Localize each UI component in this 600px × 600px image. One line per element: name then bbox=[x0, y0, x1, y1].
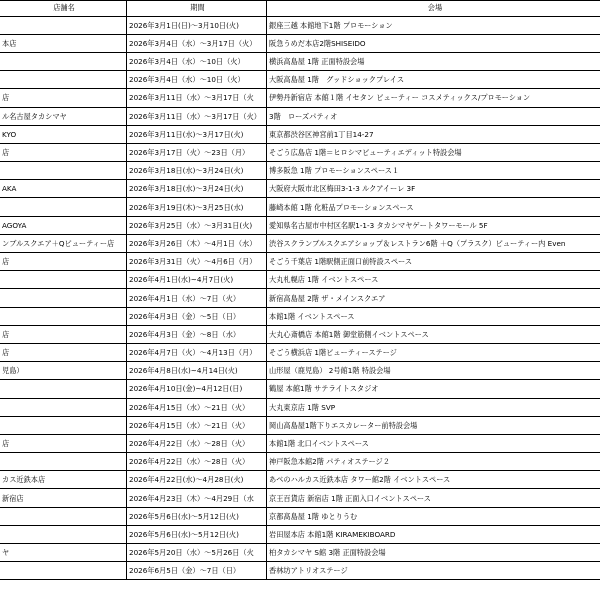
period-cell[interactable]: 2026年4月23日（木）～4月29日（水 bbox=[127, 489, 267, 507]
venue-cell[interactable]: 京王百貨店 新宿店 1階 正面入口イベントスペース bbox=[267, 489, 600, 507]
table-row bbox=[0, 362, 600, 380]
period-cell[interactable]: 2026年3月11日（水）～3月17日（火 bbox=[127, 89, 267, 107]
venue-cell[interactable]: 大阪高島屋 1階 グッドショックプレイス bbox=[267, 71, 600, 89]
table-row bbox=[0, 52, 600, 70]
venue-cell[interactable]: 横浜高島屋 1階 正面特設会場 bbox=[267, 52, 600, 70]
store-cell[interactable] bbox=[0, 71, 127, 89]
venue-cell[interactable]: 本館1階 イベントスペース bbox=[267, 307, 600, 325]
venue-cell[interactable]: 大丸札幌店 1階 イベントスペース bbox=[267, 271, 600, 289]
venue-cell[interactable]: 大丸心斎橋店 本館1階 御堂筋側イベントスペース bbox=[267, 325, 600, 343]
period-cell[interactable]: 2026年4月22日（水）～28日（火） bbox=[127, 453, 267, 471]
store-cell[interactable] bbox=[0, 325, 127, 343]
store-cell[interactable] bbox=[0, 453, 127, 471]
venue-cell[interactable]: 山形屋（鹿児島） 2号館1階 特設会場 bbox=[267, 362, 600, 380]
store-name: 店 bbox=[2, 329, 10, 339]
store-cell[interactable] bbox=[0, 34, 127, 52]
venue-cell[interactable]: 大丸東京店 1階 SVP bbox=[267, 398, 600, 416]
table-row bbox=[0, 107, 600, 125]
period-cell[interactable]: 2026年4月22日(水)～4月28日(火) bbox=[127, 471, 267, 489]
venue-cell[interactable]: そごう千葉店 1階駅側正面口前特設スペース bbox=[267, 253, 600, 271]
table-row bbox=[0, 16, 600, 34]
table-row bbox=[0, 180, 600, 198]
store-cell[interactable] bbox=[0, 507, 127, 525]
period-cell[interactable]: 2026年4月1日(水)~4月7日(火) bbox=[127, 271, 267, 289]
period-cell[interactable]: 2026年3月4日（水）～10日（火） bbox=[127, 71, 267, 89]
period-cell[interactable]: 2026年4月15日（水）～21日（火） bbox=[127, 398, 267, 416]
store-name: AKA bbox=[2, 184, 17, 194]
store-cell[interactable] bbox=[0, 307, 127, 325]
store-cell[interactable] bbox=[0, 271, 127, 289]
store-cell[interactable] bbox=[0, 180, 127, 198]
store-cell[interactable] bbox=[0, 489, 127, 507]
table-row bbox=[0, 253, 600, 271]
store-cell[interactable] bbox=[0, 362, 127, 380]
period-cell[interactable]: 2026年3月18日(水)～3月24日(火) bbox=[127, 180, 267, 198]
venue-cell[interactable]: そごう広島店 1階＝ヒロシマビューティエディット特設会場 bbox=[267, 143, 600, 161]
store-cell[interactable] bbox=[0, 434, 127, 452]
store-cell[interactable] bbox=[0, 471, 127, 489]
period-cell[interactable]: 2026年4月22日（水）～28日（火） bbox=[127, 434, 267, 452]
header-venue[interactable]: 会場 bbox=[267, 1, 600, 17]
period-cell[interactable]: 2026年4月3日（金）～8日（水） bbox=[127, 325, 267, 343]
table-row bbox=[0, 416, 600, 434]
header-store[interactable]: 店舗名 bbox=[0, 1, 127, 17]
table-row bbox=[0, 89, 600, 107]
store-cell[interactable] bbox=[0, 16, 127, 34]
venue-cell[interactable]: 柏タカシマヤ S館 3階 正面特設会場 bbox=[267, 544, 600, 562]
venue-cell[interactable]: 東京都渋谷区神宮前1丁目14-27 bbox=[267, 125, 600, 143]
store-cell[interactable] bbox=[0, 52, 127, 70]
table-row bbox=[0, 525, 600, 543]
period-cell[interactable]: 2026年5月6日(水)～5月12日(火) bbox=[127, 507, 267, 525]
table-row bbox=[0, 471, 600, 489]
venue-cell[interactable]: 神戸阪急本館2階 パティオステージ２ bbox=[267, 453, 600, 471]
table-row bbox=[0, 307, 600, 325]
venue-cell[interactable]: 新宿高島屋 2階 ザ・メインスクエア bbox=[267, 289, 600, 307]
table-body bbox=[0, 16, 600, 580]
period-cell[interactable]: 2026年3月11日（水）～3月17日（火） bbox=[127, 107, 267, 125]
period-cell[interactable]: 2026年3月18日(水)～3月24日(火) bbox=[127, 162, 267, 180]
period-cell[interactable]: 2026年3月17日（火）～23日（月） bbox=[127, 143, 267, 161]
table-row bbox=[0, 453, 600, 471]
table-row bbox=[0, 198, 600, 216]
venue-cell[interactable]: 3階 ローズパティオ bbox=[267, 107, 600, 125]
table-row bbox=[0, 544, 600, 562]
table-row bbox=[0, 380, 600, 398]
store-cell[interactable] bbox=[0, 198, 127, 216]
period-cell[interactable]: 2026年3月25日（水）～3月31日(火) bbox=[127, 216, 267, 234]
table-row bbox=[0, 271, 600, 289]
table-row bbox=[0, 125, 600, 143]
store-name: 児島） bbox=[2, 366, 24, 376]
store-cell[interactable] bbox=[0, 398, 127, 416]
venue-cell[interactable]: そごう横浜店 1階ビューティーステージ bbox=[267, 343, 600, 361]
store-name: ル名古屋タカシマヤ bbox=[2, 111, 67, 121]
period-cell[interactable]: 2026年4月15日（水）～21日（火） bbox=[127, 416, 267, 434]
venue-cell[interactable]: 大阪府大阪市北区梅田3-1-3 ルクアイーレ 3F bbox=[267, 180, 600, 198]
store-cell[interactable] bbox=[0, 107, 127, 125]
period-cell[interactable]: 2026年3月31日（火）～4月6日（月） bbox=[127, 253, 267, 271]
table-row bbox=[0, 143, 600, 161]
table-row bbox=[0, 216, 600, 234]
venue-cell[interactable]: 愛知県名古屋市中村区名駅1-1-3 タカシマヤゲートタワーモール 5F bbox=[267, 216, 600, 234]
table-row bbox=[0, 162, 600, 180]
period-cell[interactable]: 2026年5月6日(水)～5月12日(火) bbox=[127, 525, 267, 543]
period-cell[interactable]: 2026年4月10日(金)~4月12日(日) bbox=[127, 380, 267, 398]
store-cell[interactable] bbox=[0, 343, 127, 361]
store-name: AGOYA bbox=[2, 220, 27, 230]
period-cell[interactable]: 2026年4月1日（水）～7日（火） bbox=[127, 289, 267, 307]
header-row bbox=[0, 1, 600, 17]
period-cell[interactable]: 2026年4月7日（火）～4月13日（月） bbox=[127, 343, 267, 361]
store-name: 店 bbox=[2, 148, 10, 157]
period-cell[interactable]: 2026年5月20日（水）～5月26日（火 bbox=[127, 544, 267, 562]
period-cell[interactable]: 2026年3月26日（木）～4月1日（水） bbox=[127, 234, 267, 252]
venue-cell[interactable]: 香林坊アトリオステージ bbox=[267, 562, 600, 580]
venue-cell[interactable]: 渋谷スクランブルスクエアショップ＆レストラン6階 ＋Q（プラスク）ビューティー内 Even bbox=[267, 234, 600, 252]
store-cell[interactable] bbox=[0, 162, 127, 180]
venue-cell[interactable]: 藤崎本館 1階 化粧品プロモーションスペース bbox=[267, 198, 600, 216]
table-row bbox=[0, 34, 600, 52]
store-cell[interactable] bbox=[0, 416, 127, 434]
period-cell[interactable]: 2026年3月1日(日)～3月10日(火) bbox=[127, 16, 267, 34]
store-name: 店 bbox=[2, 439, 10, 448]
venue-cell[interactable]: 岩田屋本店 本館1階 KIRAMEKIBOARD bbox=[267, 525, 600, 543]
table-row bbox=[0, 434, 600, 452]
store-cell[interactable] bbox=[0, 234, 127, 252]
store-name: 店 bbox=[2, 348, 10, 358]
venue-cell[interactable]: 伊勢丹新宿店 本館１階 イセタン ビューティー コスメティックス/プロモーション bbox=[267, 89, 600, 107]
store-cell[interactable] bbox=[0, 380, 127, 398]
venue-cell[interactable]: 岡山高島屋1階下りエスカレーター前特設会場 bbox=[267, 416, 600, 434]
store-cell[interactable] bbox=[0, 216, 127, 234]
store-cell[interactable] bbox=[0, 89, 127, 107]
header-period[interactable]: 期間 bbox=[127, 1, 267, 17]
venue-cell[interactable]: あべのハルカス近鉄本店 タワー館2階 イベントスペース bbox=[267, 471, 600, 489]
period-cell[interactable]: 2026年3月4日（水）～3月17日（火） bbox=[127, 34, 267, 52]
store-cell[interactable] bbox=[0, 562, 127, 580]
period-cell[interactable]: 2026年3月4日（水）～10日（火） bbox=[127, 52, 267, 70]
store-name: 本店 bbox=[2, 38, 17, 48]
table-row bbox=[0, 325, 600, 343]
period-cell[interactable]: 2026年6月5日（金）～7日（日） bbox=[127, 562, 267, 580]
table-row bbox=[0, 507, 600, 525]
store-name: 店 bbox=[2, 93, 10, 103]
period-cell[interactable]: 2026年4月8日(水)~4月14日(火) bbox=[127, 362, 267, 380]
table-row bbox=[0, 489, 600, 507]
table-row bbox=[0, 234, 600, 252]
venue-cell[interactable]: 博多阪急 1階 プロモーションスペース１ bbox=[267, 162, 600, 180]
period-cell[interactable]: 2026年3月11日(水)～3月17日(火) bbox=[127, 125, 267, 143]
store-name: 店 bbox=[2, 257, 10, 267]
venue-cell[interactable]: 鶴屋 本館1階 サテライトスタジオ bbox=[267, 380, 600, 398]
table-row bbox=[0, 289, 600, 307]
store-name: ンブルスクエア＋Qビューティー店 bbox=[2, 238, 115, 248]
store-cell[interactable] bbox=[0, 253, 127, 271]
venue-cell[interactable]: 京都髙島屋 1階 ゆとりうむ bbox=[267, 507, 600, 525]
store-cell[interactable] bbox=[0, 544, 127, 562]
store-name: カス近鉄本店 bbox=[2, 475, 46, 485]
venue-cell[interactable]: 銀座三越 本館地下1階 プロモーション bbox=[267, 16, 600, 34]
table-row bbox=[0, 562, 600, 580]
venue-cell[interactable]: 本館1階 北口イベントスペース bbox=[267, 434, 600, 452]
store-cell[interactable] bbox=[0, 525, 127, 543]
store-name: 新宿店 bbox=[2, 493, 24, 503]
period-cell[interactable]: 2026年3月19日(木)～3月25日(水) bbox=[127, 198, 267, 216]
store-cell[interactable] bbox=[0, 289, 127, 307]
store-cell[interactable] bbox=[0, 125, 127, 143]
store-cell[interactable] bbox=[0, 143, 127, 161]
table-row bbox=[0, 398, 600, 416]
venue-cell[interactable]: 阪急うめだ本店2階SHISEIDO bbox=[267, 34, 600, 52]
period-cell[interactable]: 2026年4月3日（金）～5日（日） bbox=[127, 307, 267, 325]
store-name: KYO bbox=[2, 129, 17, 139]
table-row bbox=[0, 71, 600, 89]
store-name: ヤ bbox=[2, 548, 10, 558]
table-row bbox=[0, 343, 600, 361]
